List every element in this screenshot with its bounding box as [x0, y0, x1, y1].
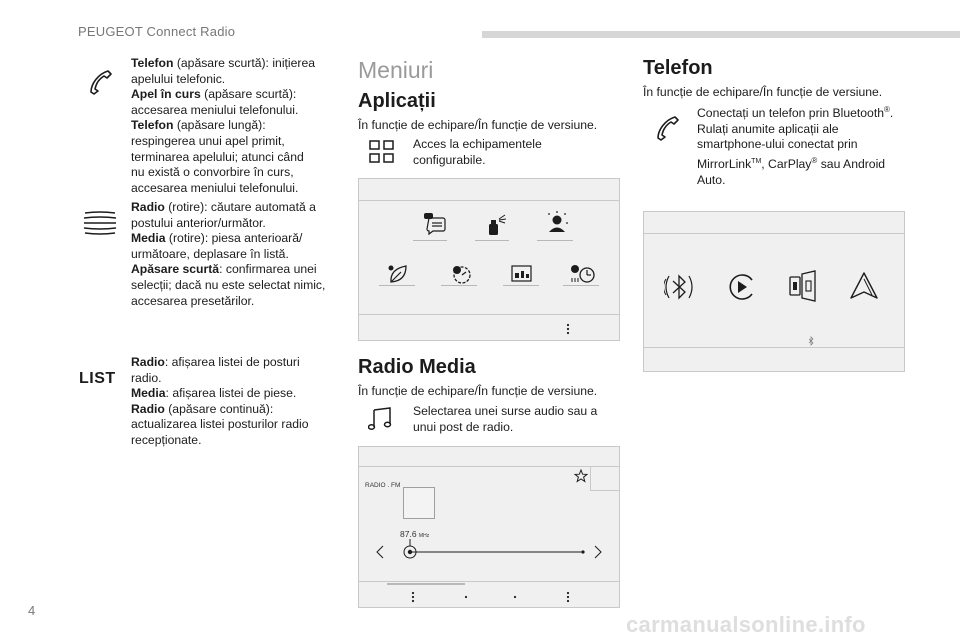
radio-media-description: [413, 404, 613, 435]
phone-heading: Telefon: [643, 57, 713, 79]
text: (apăsare scurtă):: [200, 87, 297, 102]
text-line: accesarea meniului telefonului.: [131, 180, 299, 195]
text-line: smartphone-ului conectat prin: [697, 137, 858, 152]
text: sau Android: [817, 156, 886, 171]
icon-underline: [563, 285, 599, 286]
text-line: [697, 153, 907, 173]
bold-term: Apăsare scurtă: [131, 262, 220, 277]
divider: [590, 490, 619, 491]
phone-intro: În funcție de echipare/În funcție de versiune.: [643, 85, 883, 99]
bold-term: Telefon: [131, 118, 174, 133]
watermark: carmanualsonline.info: [626, 612, 866, 637]
text: .: [889, 106, 894, 121]
apps-heading: Aplicații: [358, 90, 436, 112]
band-label: RADIO . FM: [365, 482, 401, 489]
text-line: accesarea presetărilor.: [131, 293, 255, 308]
photo-gallery-icon[interactable]: [511, 265, 533, 283]
messages-app-icon[interactable]: [423, 212, 447, 236]
divider: [359, 466, 619, 467]
icon-underline: [379, 285, 415, 286]
running-header: PEUGEOT Connect Radio: [78, 24, 236, 39]
dot-icon[interactable]: [464, 595, 468, 599]
trademark-mark: TM: [751, 157, 762, 165]
active-tab-indicator: [387, 583, 465, 585]
divider: [359, 581, 619, 582]
grid-icon: [369, 140, 395, 164]
parking-heater-timer-icon[interactable]: [569, 263, 595, 285]
carplay-icon[interactable]: [727, 272, 757, 302]
text-line: selecții; dacă nu este selectat nimic,: [131, 277, 326, 292]
text-line: accesarea meniului telefonului.: [131, 102, 299, 117]
thumbwheel-text: [131, 200, 341, 309]
radio-media-heading: Radio Media: [358, 356, 476, 378]
text: (apăsare lungă):: [173, 118, 266, 133]
icon-underline: [475, 240, 509, 241]
text-line: nu există o convorbire în curs,: [131, 165, 294, 180]
bold-term: Apel în curs: [131, 87, 201, 102]
section-title: Meniuri: [358, 57, 434, 83]
text: MirrorLink: [697, 156, 752, 171]
text: (rotire): piesa anterioară/: [165, 231, 303, 246]
registered-mark: ®: [884, 105, 890, 114]
radio-media-intro: În funcție de echipare/În funcție de versiune.: [358, 384, 598, 398]
music-note-icon: [368, 406, 394, 430]
text-line: actualizarea listei posturilor radio: [131, 417, 309, 432]
frequency-readout: [400, 529, 429, 539]
text: : afișarea listei de posturi: [164, 355, 300, 369]
text: (apăsare scurtă): inițierea: [173, 56, 316, 70]
divider: [590, 466, 591, 490]
frequency-unit: MHz: [418, 533, 430, 539]
frequency-value: 87.6: [400, 529, 417, 539]
text-line: recepționate.: [131, 432, 202, 447]
dot-icon[interactable]: [513, 595, 517, 599]
thumbwheel-icon: [83, 211, 117, 235]
text-line: postului anterior/următor.: [131, 215, 266, 230]
phone-description: [697, 102, 907, 188]
text-line: Rulați anumite aplicații ale: [697, 121, 839, 136]
bold-term: Media: [131, 231, 166, 246]
icon-underline: [503, 285, 539, 286]
text-line: radio.: [131, 370, 162, 385]
text: : afișarea listei de piese.: [165, 386, 297, 401]
registered-mark: ®: [811, 155, 818, 165]
apps-intro: În funcție de echipare/În funcție de versiune.: [358, 118, 598, 132]
bold-term: Telefon: [131, 56, 174, 70]
text: : confirmarea unei: [219, 262, 317, 277]
more-options-icon[interactable]: [566, 591, 570, 603]
applications-screen: [358, 178, 620, 341]
apps-description: [413, 137, 603, 168]
more-options-icon[interactable]: [566, 323, 570, 335]
icon-underline: [537, 240, 573, 241]
text-line: Acces la echipamentele: [413, 137, 542, 151]
divider: [359, 314, 619, 315]
text-line: următoare, deplasare în listă.: [131, 246, 289, 261]
bluetooth-icon[interactable]: [664, 270, 694, 304]
page-number: 4: [28, 603, 36, 618]
text-line: Selectarea unei surse audio sau a: [413, 404, 598, 418]
favourite-star-icon[interactable]: [574, 469, 588, 483]
divider: [644, 347, 904, 348]
text: (rotire): căutare automată a: [164, 200, 316, 214]
phone-handset-icon: [86, 66, 116, 96]
bluetooth-small-icon: [808, 336, 814, 346]
text-line: respingerea unui apel primit,: [131, 133, 285, 148]
text-line: [697, 102, 907, 122]
bold-term: Radio: [131, 355, 165, 369]
text-line: Auto.: [697, 172, 726, 187]
bold-term: Radio: [131, 200, 165, 214]
text: (apăsare continuă):: [164, 401, 274, 416]
text-line: configurabile.: [413, 152, 486, 167]
android-auto-icon[interactable]: [848, 270, 880, 302]
air-freshener-icon[interactable]: [486, 212, 508, 236]
driver-profile-icon[interactable]: [545, 210, 569, 236]
text-line: terminarea apelului; atunci când: [131, 149, 304, 164]
icon-underline: [441, 285, 477, 286]
station-artwork: [403, 487, 435, 519]
list-text: [131, 355, 341, 449]
text: Conectați un telefon prin Bluetooth: [697, 106, 885, 121]
radio-screen: [358, 446, 620, 608]
phone-control-text: [131, 56, 341, 196]
list-button-label: LIST: [79, 370, 116, 387]
phone-handset-icon: [653, 112, 683, 142]
text-line: apelului telefonic.: [131, 71, 226, 86]
divider: [359, 200, 619, 201]
maintenance-timer-icon[interactable]: [450, 263, 472, 285]
icon-underline: [413, 240, 447, 241]
text-line: unui post de radio.: [413, 419, 514, 434]
mirrorlink-icon[interactable]: [787, 270, 819, 302]
divider: [644, 233, 904, 234]
header-bar: [482, 31, 960, 38]
more-options-icon[interactable]: [411, 591, 415, 603]
text: , CarPlay: [761, 156, 812, 171]
bold-term: Media: [131, 386, 166, 401]
tuning-slider[interactable]: [373, 539, 607, 565]
telephone-screen: [643, 211, 905, 372]
eco-leaf-icon[interactable]: [387, 263, 409, 285]
bold-term: Radio: [131, 401, 165, 416]
